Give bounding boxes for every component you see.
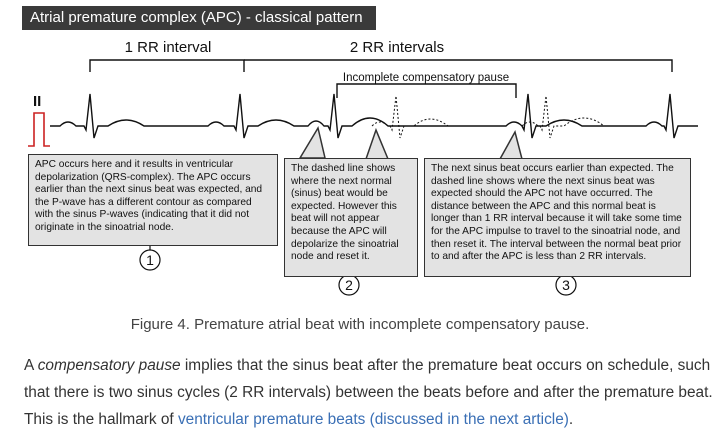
one-rr-bracket bbox=[90, 60, 244, 72]
callout-3-pointer bbox=[500, 132, 522, 159]
pause-bracket bbox=[337, 84, 516, 98]
ecg-trace bbox=[50, 94, 698, 138]
expected-beat-dashed bbox=[372, 96, 448, 138]
para-text-2: implies that the sinus beat after the premature beat occurs on schedule, such that there is two sinus cycles (2 RR intervals) between the beats before and after the premature beat. This is the hallmark of bbox=[24, 357, 713, 428]
two-rr-label: 2 RR intervals bbox=[349, 39, 445, 56]
figure-title: Atrial premature complex (APC) - classical pattern bbox=[30, 9, 363, 26]
callout-2: The dashed line shows where the next normal (sinus) beat would be expected. However this beat will not appear because the APC will depolarize the sinoatrial node and reset it. bbox=[284, 158, 418, 277]
ventricular-premature-beats-link[interactable]: ventricular premature beats (discussed in the next article) bbox=[177, 411, 569, 428]
one-rr-label: 1 RR interval bbox=[124, 39, 212, 56]
callout-2-pointer bbox=[366, 130, 388, 159]
callout-1-number: 1 bbox=[146, 252, 154, 268]
lead-label: II bbox=[33, 93, 42, 110]
figure-caption: Figure 4. Premature atrial beat with incomplete compensatory pause. bbox=[130, 316, 590, 333]
callout-3: The next sinus beat occurs earlier than expected. The dashed line shows where the next sinus beat was expected should the APC not have occurred. The distance between the APC and this normal beat is longer than 1 RR interval because it will take some time for the APC impulse to travel to the sinoatrial node, and then reset it. The interval between the normal beat prior to and after the APC is less than 2 RR intervals. bbox=[424, 158, 691, 277]
callout-3-number: 3 bbox=[562, 277, 570, 293]
pause-label: Incomplete compensatory pause bbox=[342, 72, 510, 84]
body-paragraph bbox=[24, 352, 714, 433]
two-rr-bracket bbox=[244, 60, 672, 72]
callout-1-pointer bbox=[300, 128, 325, 158]
calibration-pulse bbox=[28, 113, 50, 146]
callout-1: APC occurs here and it results in ventricular depolarization (QRS-complex). The APC occurs earlier than the next sinus beat was expected, and the P-wave has a different contour as compared with the sinus P-waves (indicating that it did not originate in the sinoatrial node. bbox=[28, 154, 278, 246]
para-text-1: A bbox=[24, 357, 38, 374]
para-text-3: . bbox=[568, 411, 574, 428]
para-term: compensatory pause bbox=[37, 357, 181, 374]
callout-2-number: 2 bbox=[345, 277, 353, 293]
